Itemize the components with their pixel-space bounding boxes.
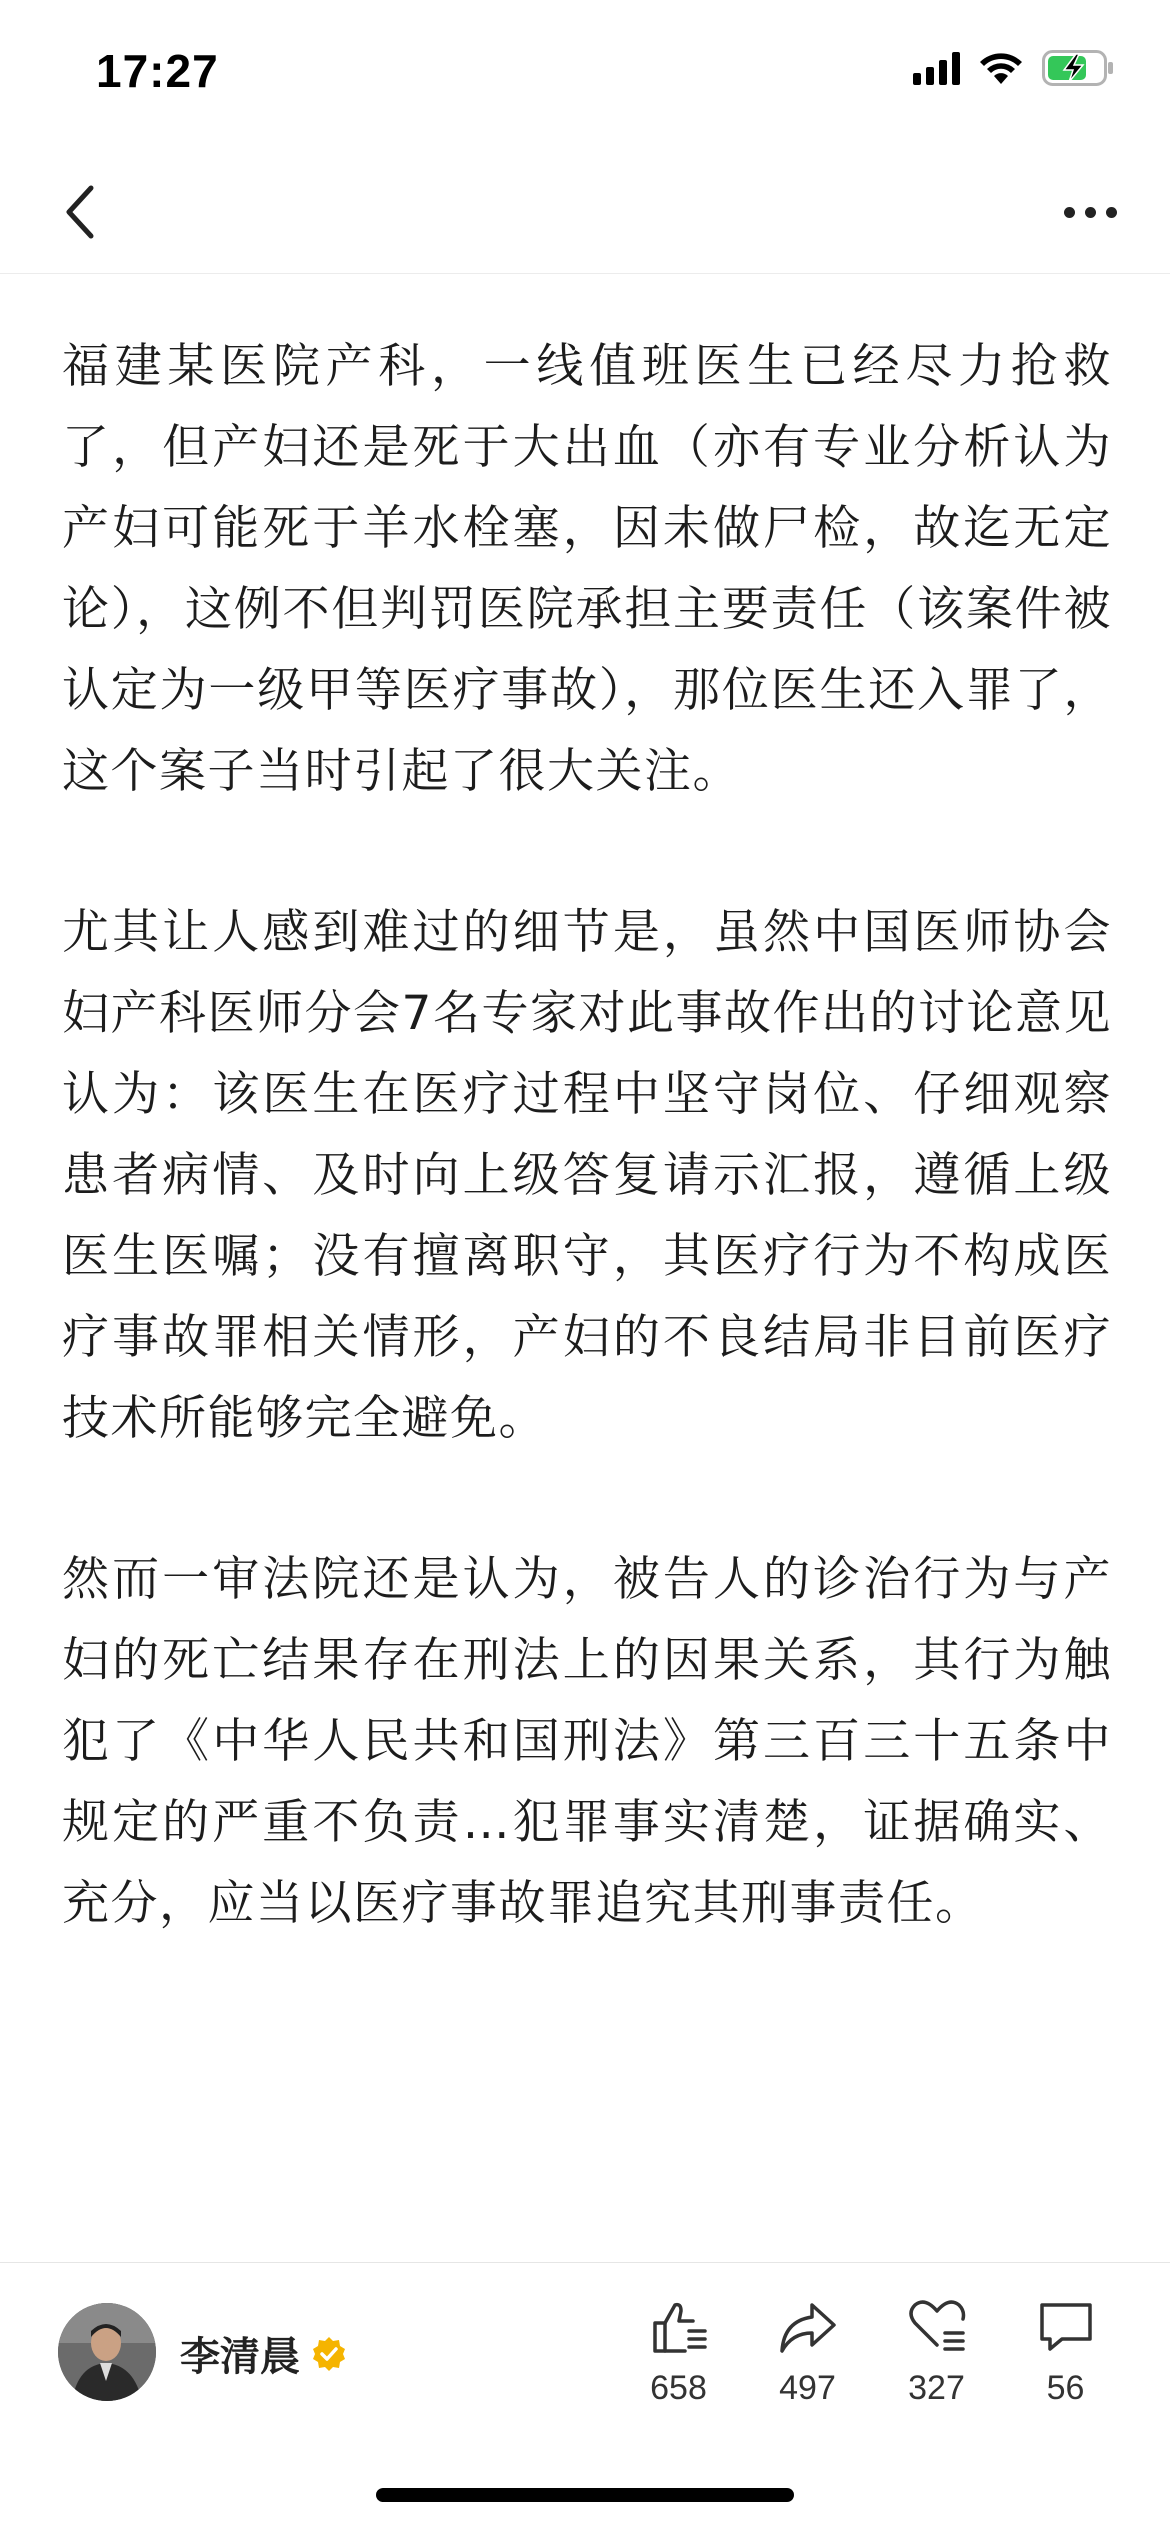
article-body bbox=[62, 326, 1112, 2024]
author-name[interactable]: 李清晨 bbox=[180, 2334, 300, 2380]
heart-icon bbox=[905, 2295, 969, 2359]
favorite-count: 327 bbox=[908, 2369, 965, 2407]
share-count: 497 bbox=[779, 2369, 836, 2407]
more-dot bbox=[1085, 207, 1096, 218]
article-paragraph: 尤其让人感到难过的细节是，虽然中国医师协会妇产科医师分会7名专家对此事故作出的讨论意见认为：该医生在医疗过程中坚守岗位、仔细观察患者病情、及时向上级答复请示汇报，遵循上级医生医嘱；没有擅离职守，其医疗行为不构成医疗事故罪相关情形，产妇的不良结局非目前医疗技术所能够完全避免。 bbox=[62, 905, 1112, 1446]
share-icon bbox=[776, 2295, 840, 2359]
avatar[interactable] bbox=[58, 2303, 156, 2401]
share-button[interactable] bbox=[743, 2295, 872, 2408]
comment-button[interactable] bbox=[1001, 2295, 1130, 2408]
author[interactable] bbox=[180, 2325, 348, 2382]
battery-charging-icon bbox=[1042, 50, 1114, 86]
chevron-left-icon bbox=[63, 184, 97, 240]
like-count: 658 bbox=[650, 2369, 707, 2407]
signal-icon bbox=[913, 51, 960, 85]
back-button[interactable] bbox=[40, 172, 120, 252]
article-paragraph: 福建某医院产科，一线值班医生已经尽力抢救了，但产妇还是死于大出血（亦有专业分析认为产妇可能死于羊水栓塞，因未做尸检，故迄无定论），这例不但判罚医院承担主要责任（该案件被认定为一级甲等医疗事故），那位医生还入罪了，这个案子当时引起了很大关注。 bbox=[62, 339, 1112, 799]
more-dot bbox=[1106, 207, 1117, 218]
home-indicator[interactable] bbox=[376, 2488, 794, 2502]
wifi-icon bbox=[978, 51, 1024, 85]
status-icons bbox=[913, 50, 1114, 86]
avatar-image bbox=[58, 2303, 156, 2401]
nav-bar bbox=[0, 150, 1170, 274]
thumbs-up-icon bbox=[647, 2295, 711, 2359]
verified-icon bbox=[310, 2335, 348, 2373]
status-time: 17:27 bbox=[96, 45, 219, 97]
comment-count: 56 bbox=[1046, 2369, 1085, 2407]
favorite-button[interactable] bbox=[872, 2295, 1001, 2408]
more-dot bbox=[1064, 207, 1075, 218]
more-button[interactable] bbox=[1040, 172, 1140, 252]
article-paragraph: 然而一审法院还是认为，被告人的诊治行为与产妇的死亡结果存在刑法上的因果关系，其行为触犯了《中华人民共和国刑法》第三百三十五条中规定的严重不负责…犯罪事实清楚，证据确实、充分，应当以医疗事故罪追究其刑事责任。 bbox=[62, 1552, 1112, 1931]
status-bar bbox=[0, 0, 1170, 150]
action-bar bbox=[614, 2295, 1130, 2408]
like-button[interactable] bbox=[614, 2295, 743, 2408]
comment-icon bbox=[1034, 2295, 1098, 2359]
